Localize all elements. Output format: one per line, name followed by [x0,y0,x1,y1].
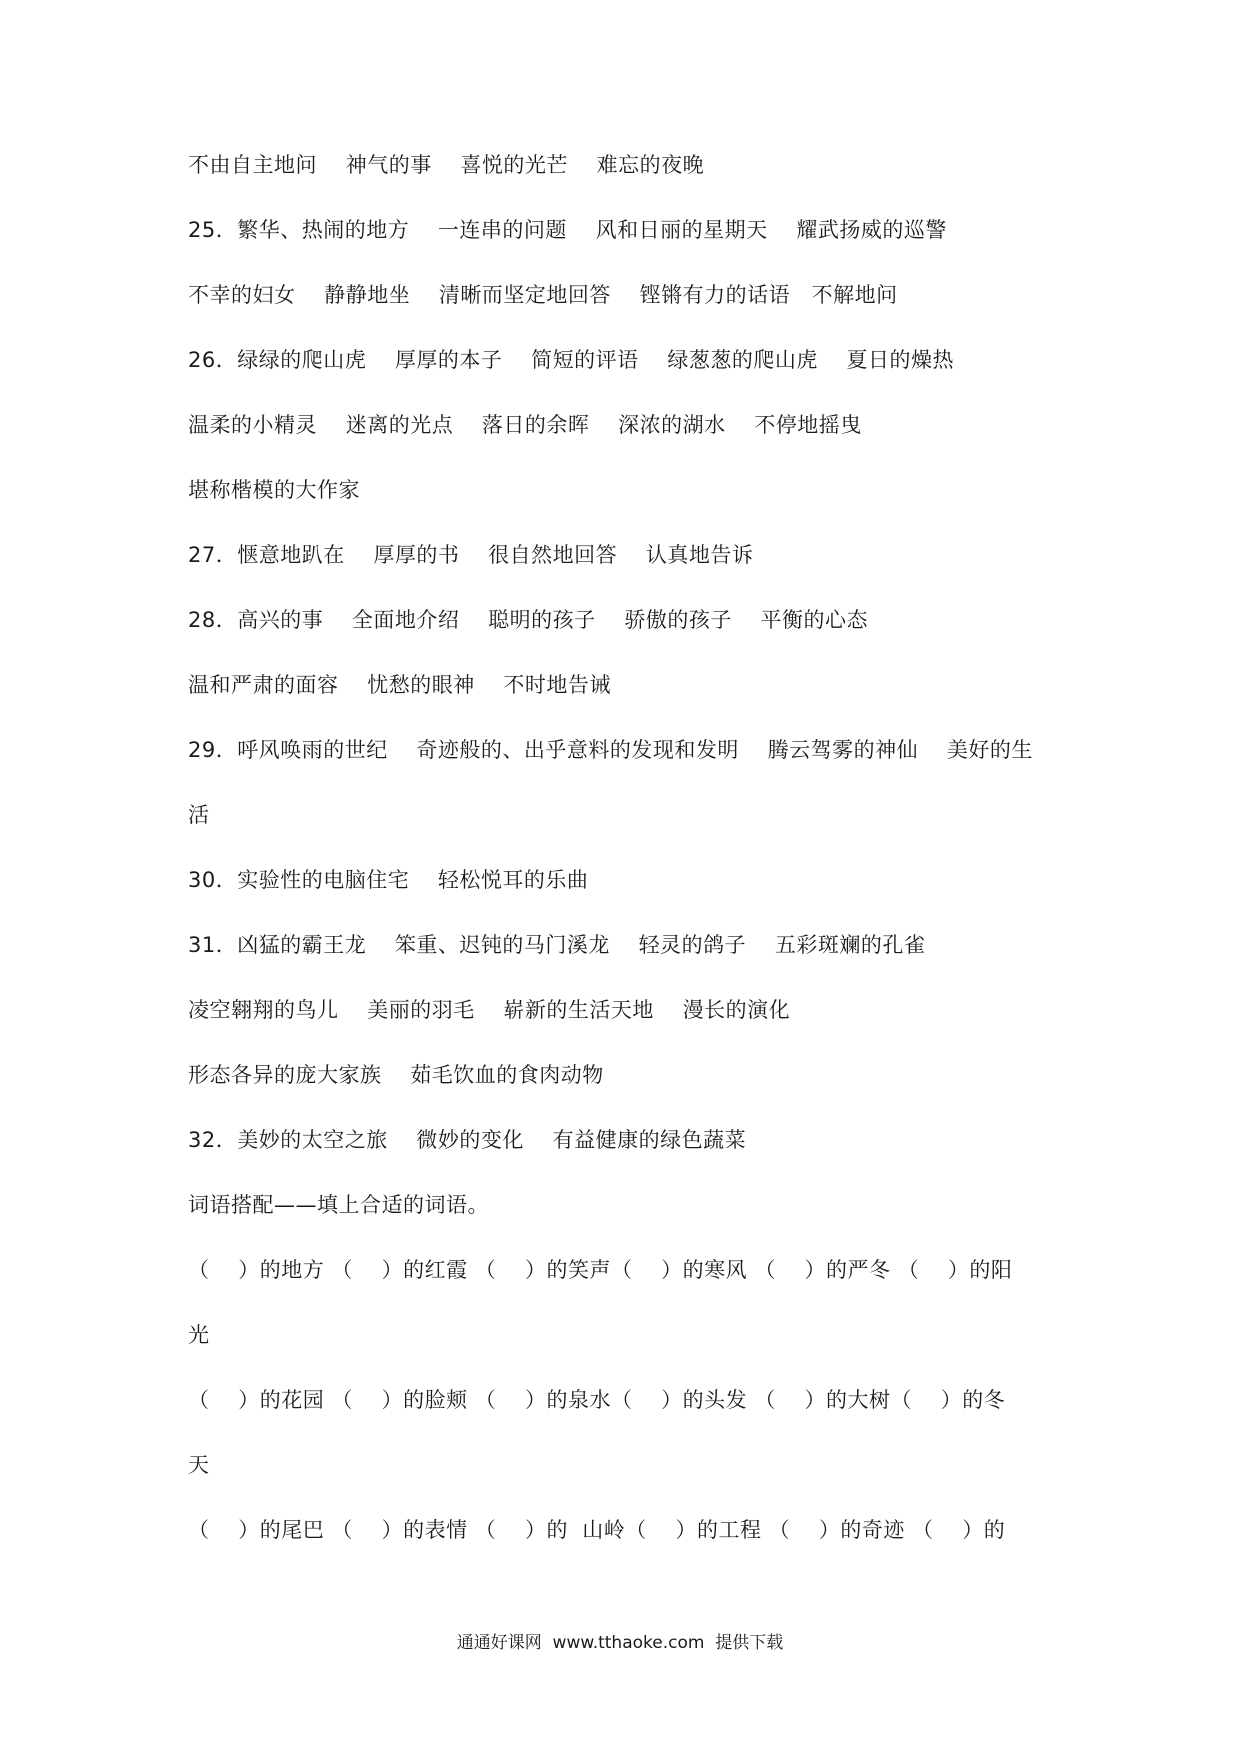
fill-blank-line: （ ）的尾巴 （ ）的表情 （ ）的 山岭（ ）的工程 （ ）的奇迹 （ ）的 [188,1518,1006,1542]
section-heading: 词语搭配——填上合适的词语。 [188,1193,489,1217]
text-line: 温柔的小精灵 迷离的光点 落日的余晖 深浓的湖水 不停地摇曳 [188,413,862,437]
text-line: 29．呼风唤雨的世纪 奇迹般的、出乎意料的发现和发明 腾云驾雾的神仙 美好的生 [188,738,1033,762]
text-line: 27．惬意地趴在 厚厚的书 很自然地回答 认真地告诉 [188,543,754,567]
text-line: 凌空翱翔的鸟儿 美丽的羽毛 崭新的生活天地 漫长的演化 [188,998,791,1022]
text-line: 形态各异的庞大家族 茹毛饮血的食肉动物 [188,1063,604,1087]
text-line: 温和严肃的面容 忧愁的眼神 不时地告诫 [188,673,611,697]
text-line: 32．美妙的太空之旅 微妙的变化 有益健康的绿色蔬菜 [188,1128,747,1152]
fill-blank-line: 光 [188,1323,210,1347]
text-line: 堪称楷模的大作家 [188,478,360,502]
text-line: 不由自主地问 神气的事 喜悦的光芒 难忘的夜晚 [188,153,705,177]
text-line: 30．实验性的电脑住宅 轻松悦耳的乐曲 [188,868,589,892]
text-line: 31．凶猛的霸王龙 笨重、迟钝的马门溪龙 轻灵的鸽子 五彩斑斓的孔雀 [188,933,926,957]
fill-blank-line: （ ）的花园 （ ）的脸颊 （ ）的泉水（ ）的头发 （ ）的大树（ ）的冬 [188,1388,1006,1412]
fill-blank-line: 天 [188,1453,210,1477]
text-line: 28．高兴的事 全面地介绍 聪明的孩子 骄傲的孩子 平衡的心态 [188,608,869,632]
text-line: 活 [188,803,210,827]
text-line: 25．繁华、热闹的地方 一连串的问题 风和日丽的星期天 耀武扬威的巡警 [188,218,947,242]
page-footer: 通通好课网 www.tthaoke.com 提供下载 [456,1633,784,1653]
text-line: 26．绿绿的爬山虎 厚厚的本子 简短的评语 绿葱葱的爬山虎 夏日的燥热 [188,348,955,372]
fill-blank-line: （ ）的地方 （ ）的红霞 （ ）的笑声（ ）的寒风 （ ）的严冬 （ ）的阳 [188,1258,1013,1282]
text-line: 不幸的妇女 静静地坐 清晰而坚定地回答 铿锵有力的话语 不解地问 [188,283,898,307]
